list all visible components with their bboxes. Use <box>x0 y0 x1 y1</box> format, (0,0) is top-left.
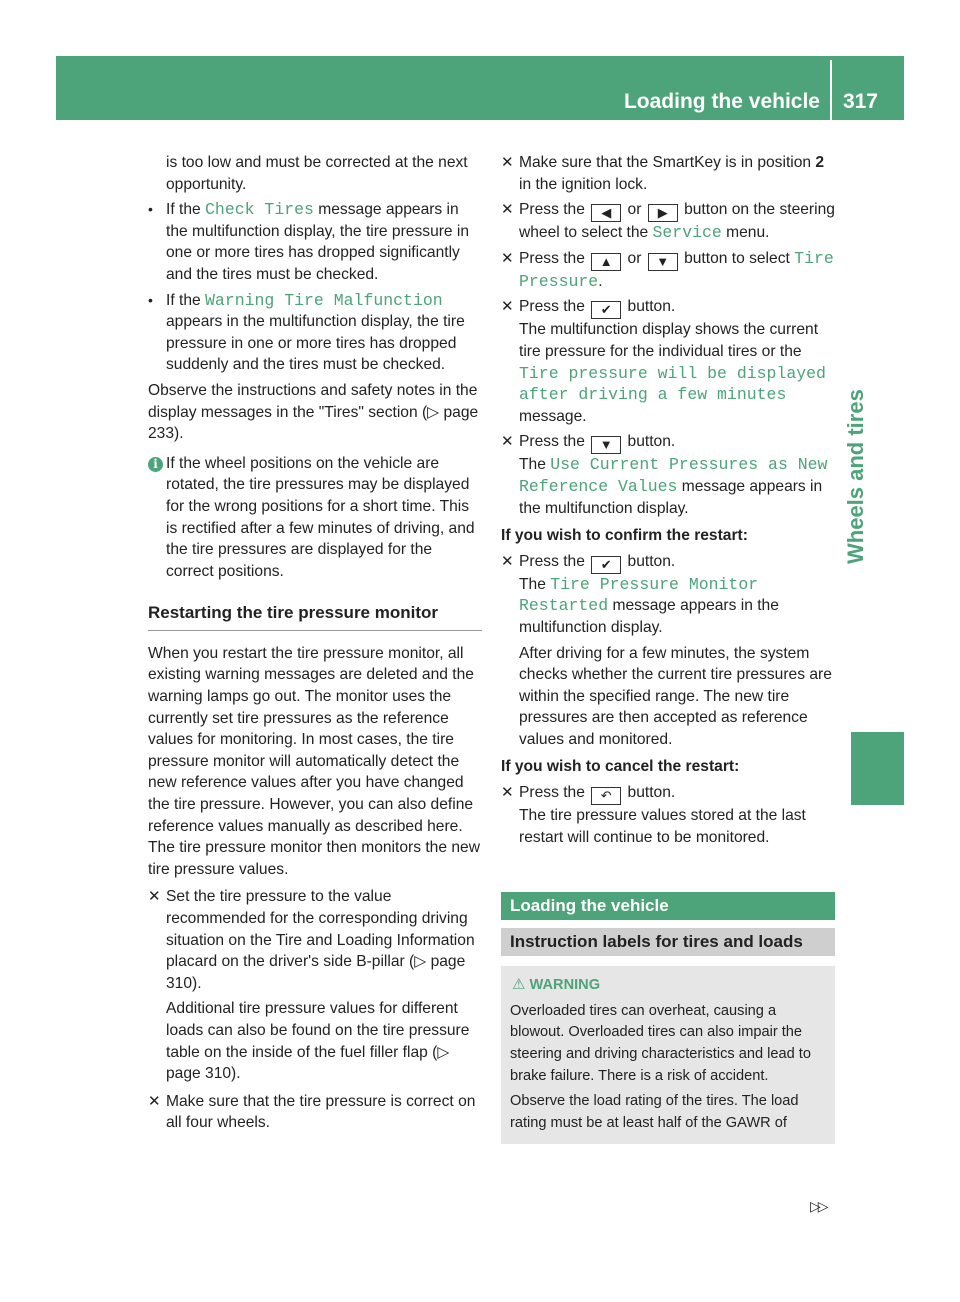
info-icon: i <box>148 453 166 475</box>
text: Press the <box>519 552 590 570</box>
step-note: Additional tire pressure values for different loads can also be found on the tire pressure table on the inside of the fuel filler flap (▷ page 310). <box>166 1000 470 1083</box>
left-column <box>148 152 482 1134</box>
step-arrow-icon: ✕ <box>501 298 514 316</box>
down-button-icon: ▼ <box>648 253 678 271</box>
step-arrow-icon: ✕ <box>501 433 514 451</box>
warning-text: Overloaded tires can overheat, causing a blowout. Overloaded tires can also impair the steering and driving characteristics and lead to brake failure. There is a risk of accident. <box>510 1002 811 1084</box>
text: Press the <box>519 249 590 267</box>
position-number: 2 <box>815 154 825 171</box>
text: in the ignition lock. <box>519 175 648 193</box>
up-button-icon: ▲ <box>591 253 621 271</box>
display-message: Tire Pressure <box>519 248 834 291</box>
step-arrow-icon: ✕ <box>148 888 161 906</box>
header-divider <box>830 60 832 120</box>
side-tab-label: Wheels and tires <box>843 389 868 564</box>
page-number: 317 <box>842 90 878 113</box>
subsection-bar: Instruction labels for tires and loads <box>501 928 835 956</box>
header-title: Loading the vehicle <box>623 90 820 113</box>
list-item <box>148 290 482 376</box>
display-message: Tire pressure will be displayed after driving a few minutes <box>519 363 826 405</box>
display-message: Warning Tire Malfunction <box>205 290 443 310</box>
warning-text: Observe the load rating of the tires. The load rating must be at least half of the GAWR of <box>510 1093 799 1131</box>
text: appears in the multifunction display, the tire pressure in one or more tires has dropped suddenly and the tires must be checked. <box>166 313 465 374</box>
right-button-icon: ▶ <box>648 204 678 222</box>
text: or <box>623 249 646 267</box>
step-arrow-icon: ✕ <box>501 249 514 267</box>
warning-triangle-icon: ⚠ <box>512 976 526 994</box>
step-item <box>501 248 835 293</box>
text: The <box>519 575 551 593</box>
text: The tire pressure values stored at the last restart will continue to be monitored. <box>519 807 806 846</box>
text: The <box>519 456 551 474</box>
text: or <box>623 201 646 219</box>
observe-paragraph: Observe the instructions and safety notes in the display messages in the "Tires" section (▷ page 233). <box>148 381 479 443</box>
step-item <box>148 886 482 994</box>
step-arrow-icon: ✕ <box>501 784 514 802</box>
ok-button-icon: ✔ <box>591 301 621 319</box>
text: message appears in the multifunction display, the tire pressure in one or more tires has dropped significantly and the tires must be checked. <box>166 201 470 283</box>
text: message appears in the multifunction display. <box>519 477 823 517</box>
text: The multifunction display shows the current tire pressure for the individual tires or the <box>519 321 819 360</box>
text: . <box>598 272 603 290</box>
text: Make sure that the SmartKey is in position <box>519 154 816 171</box>
display-message: Use Current Pressures as New Reference Values <box>519 455 828 496</box>
section-bar: Loading the vehicle <box>501 892 835 920</box>
text: menu. <box>721 224 770 242</box>
back-button-icon: ↶ <box>591 787 621 805</box>
confirm-heading: If you wish to confirm the restart: <box>501 527 748 545</box>
step-item <box>501 199 835 244</box>
text: Press the <box>519 433 590 451</box>
warning-box <box>501 966 835 1144</box>
bullet-icon: • <box>148 291 153 308</box>
text: button to select <box>679 249 795 267</box>
bullet-icon: • <box>148 201 153 218</box>
continued-text: is too low and must be corrected at the next opportunity. <box>166 154 468 193</box>
step-item <box>501 551 835 639</box>
step-item <box>501 782 835 848</box>
text: If the <box>166 201 206 219</box>
intro-paragraph: When you restart the tire pressure monitor, all existing warning messages are deleted and the warning lamps go out. The monitor uses the currently set tire pressures as the reference values for monitoring. In most cases, the tire pressure monitor will automatically detect the new reference values after you have changed the tire pressure. However, you can also define reference values manually as described here. The tire pressure monitor then monitors the new tire pressure values. <box>148 644 480 878</box>
text: Press the <box>519 784 590 802</box>
left-button-icon: ◀ <box>591 204 621 222</box>
down-button-icon: ▼ <box>591 436 621 454</box>
right-column <box>501 152 835 1144</box>
step-note: After driving for a few minutes, the system checks whether the current tire pressures are within the specified range. The new tire pressures are then accepted as reference values and monitored. <box>519 644 832 748</box>
info-text: If the wheel positions on the vehicle are rotated, the tire pressures may be displayed for the wrong positions for a short time. This is rectified after a few minutes of driving, and the tire pressures are displayed for the correct positions. <box>166 454 475 580</box>
section-heading: Restarting the tire pressure monitor <box>148 602 482 631</box>
text: button. <box>623 298 676 316</box>
cancel-heading: If you wish to cancel the restart: <box>501 758 740 776</box>
step-arrow-icon: ✕ <box>501 201 514 219</box>
continuation-icon: ▷▷ <box>810 1198 826 1214</box>
step-arrow-icon: ✕ <box>501 154 514 171</box>
display-message: Tire Pressure Monitor Restarted <box>519 574 759 616</box>
text: button on the steering wheel to select the <box>519 201 835 242</box>
warning-title: WARNING <box>529 977 601 994</box>
list-item <box>148 199 482 285</box>
step-item <box>501 431 835 519</box>
step-item <box>501 296 835 427</box>
text: Press the <box>519 298 590 316</box>
step-arrow-icon: ✕ <box>148 1092 161 1110</box>
step-item <box>148 1091 482 1134</box>
side-tab-block <box>851 732 904 805</box>
step-text: Make sure that the tire pressure is correct on all four wheels. <box>166 1092 476 1132</box>
info-note <box>148 453 482 583</box>
step-item <box>501 152 835 195</box>
step-text: Set the tire pressure to the value recommended for the corresponding driving situation on the Tire and Loading Information placard on the driver's side B-pillar (▷ page 310). <box>166 888 475 992</box>
text: button. <box>623 552 676 570</box>
ok-button-icon: ✔ <box>591 556 621 574</box>
display-message: Check Tires <box>205 200 314 220</box>
text: If the <box>166 291 206 309</box>
text: Press the <box>519 201 590 219</box>
text: message. <box>519 407 587 425</box>
step-arrow-icon: ✕ <box>501 552 514 570</box>
warning-header <box>510 974 827 997</box>
page-header <box>56 56 904 120</box>
display-message: Service <box>652 223 722 243</box>
text: button. <box>623 433 676 451</box>
text: message appears in the multifunction display. <box>519 597 779 636</box>
text: button. <box>623 784 676 802</box>
